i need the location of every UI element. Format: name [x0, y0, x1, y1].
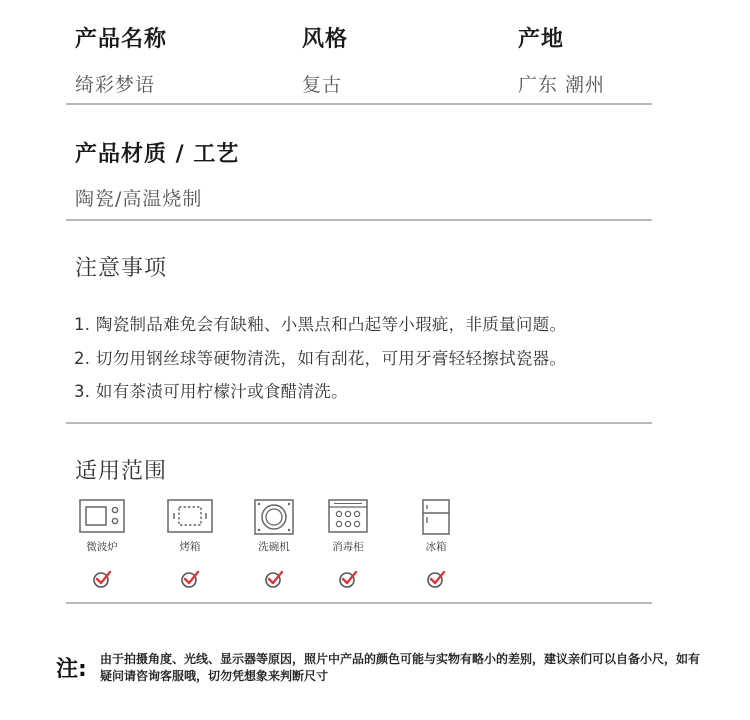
origin-value: 广东 潮州 — [518, 74, 606, 96]
note-item: 1. 陶瓷制品难免会有缺釉、小黑点和凸起等小瑕疵，非质量问题。 — [74, 315, 567, 334]
appliance-label: 冰箱 — [425, 541, 447, 553]
style-value: 复古 — [302, 74, 343, 96]
notes-title: 注意事项 — [75, 256, 168, 281]
appliance-label: 烤箱 — [179, 541, 201, 553]
disclaimer-mark: 注: — [56, 657, 87, 682]
appliance-sterilizer — [318, 499, 378, 588]
disclaimer-text: 由于拍摄角度、光线、显示器等原因，照片中产品的颜色可能与实物有略小的差别，建议亲们可以自备小尺，如有疑问请咨询客服哦，切勿凭想象来判断尺寸 — [100, 652, 701, 683]
divider — [66, 422, 652, 424]
appliance-microwave — [72, 499, 132, 588]
divider — [66, 219, 652, 221]
product-name-label: 产品名称 — [75, 27, 168, 52]
appliance-fridge — [406, 499, 466, 588]
sterilizer-icon — [328, 499, 368, 533]
dishwasher-icon — [254, 499, 294, 535]
note-item: 3. 如有茶渍可用柠檬汁或食醋清洗。 — [74, 382, 348, 401]
microwave-icon — [79, 499, 125, 533]
check-circle-icon — [426, 570, 446, 588]
material-label: 产品材质 / 工艺 — [75, 142, 240, 167]
note-item: 2. 切勿用钢丝球等硬物清洗，如有刮花，可用牙膏轻轻擦拭瓷器。 — [74, 349, 567, 368]
material-value: 陶瓷/高温烧制 — [75, 188, 203, 210]
fridge-icon — [422, 499, 450, 535]
appliance-oven — [160, 499, 220, 588]
check-circle-icon — [180, 570, 200, 588]
check-circle-icon — [338, 570, 358, 588]
usage-title: 适用范围 — [75, 459, 168, 484]
check-circle-icon — [92, 570, 112, 588]
product-name-value: 绮彩梦语 — [75, 74, 156, 96]
divider — [66, 602, 652, 604]
style-label: 风格 — [302, 27, 349, 52]
appliance-label: 微波炉 — [86, 541, 118, 553]
divider — [66, 103, 652, 105]
check-circle-icon — [264, 570, 284, 588]
appliance-label: 消毒柜 — [332, 541, 364, 553]
oven-icon — [167, 499, 213, 533]
origin-label: 产地 — [518, 27, 565, 52]
appliance-dishwasher — [244, 499, 304, 588]
appliance-label: 洗碗机 — [258, 541, 290, 553]
